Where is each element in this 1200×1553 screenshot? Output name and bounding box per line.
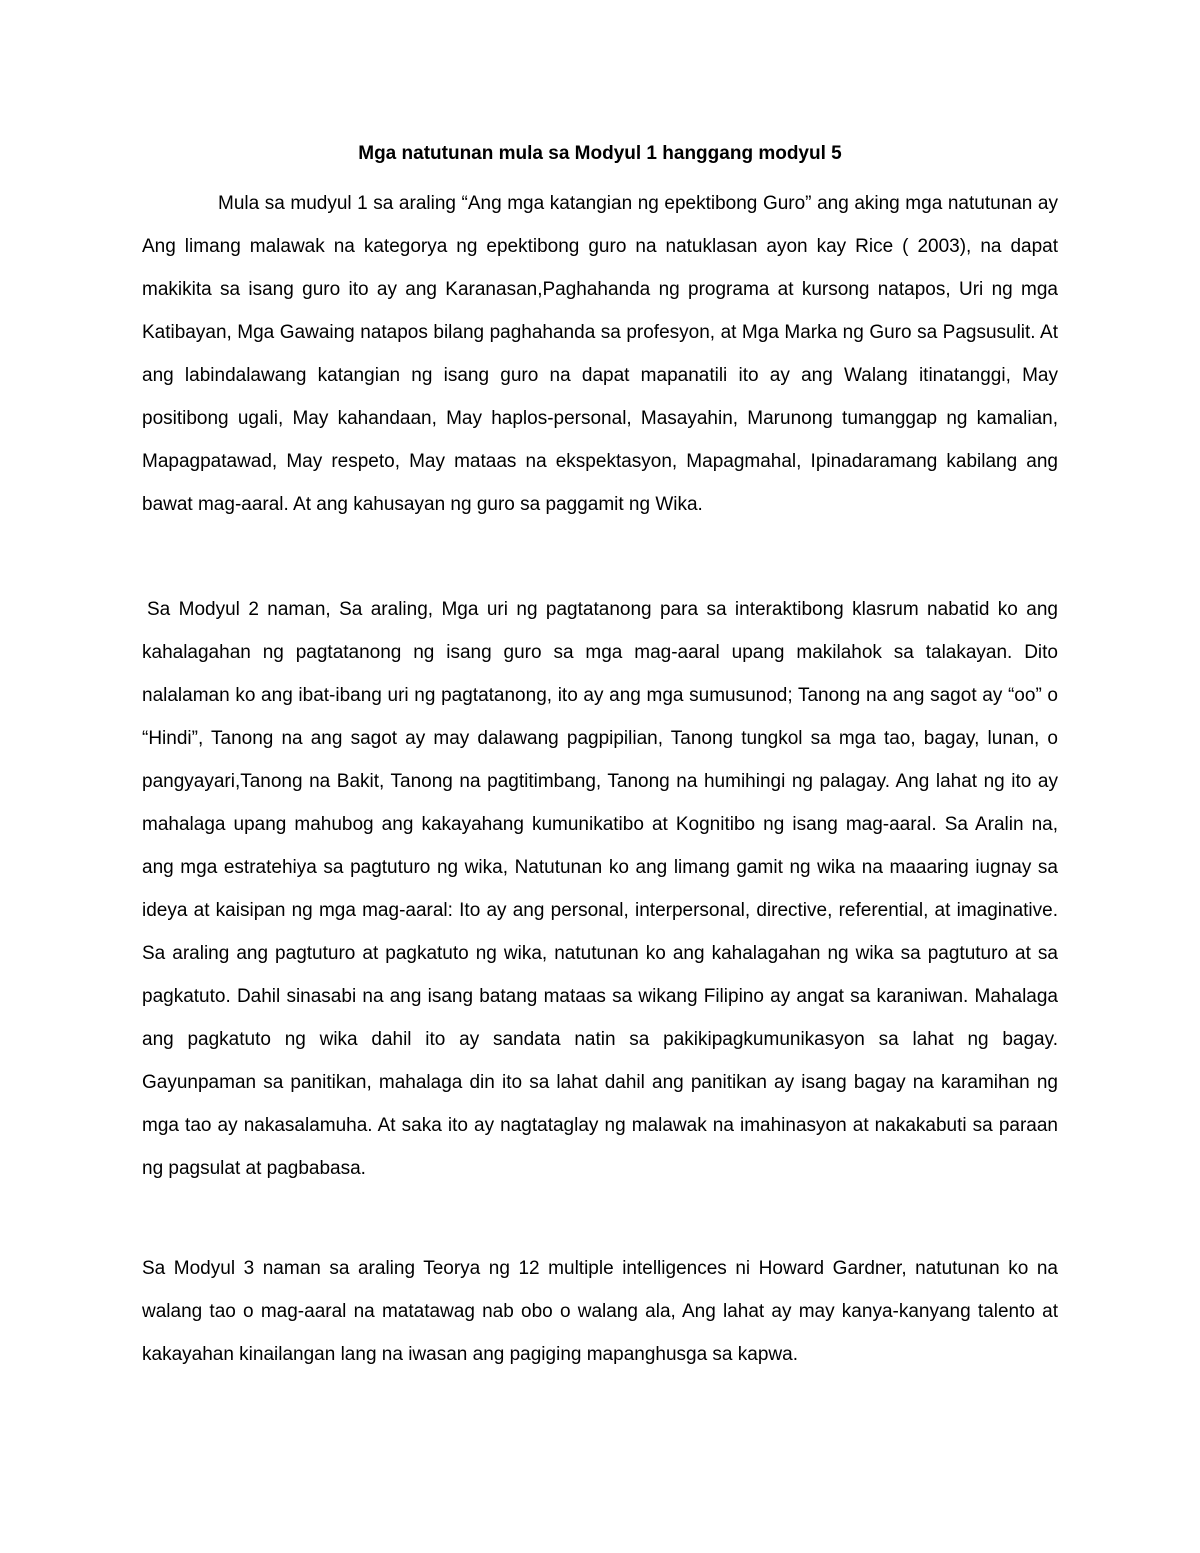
paragraph-modyul-2: Sa Modyul 2 naman, Sa araling, Mga uri ng pagtatanong para sa interaktibong klasrum nabatid ko ang kahalagahan ng pagtatanong ng isang guro sa mga mag-aaral upang makilahok sa talakayan. Dito nalalaman ko ang ibat-ibang uri ng pagtatanong, ito ay ang mga sumusunod; Tanong na ang sagot ay “oo” o “Hindi”, Tanong na ang sagot ay may dalawang pagpipilian, Tanong tungkol sa mga tao, bagay, lunan, o pangyayari,Tanong na Bakit, Tanong na pagtitimbang, Tanong na humihingi ng palagay. Ang lahat ng ito ay mahalaga upang mahubog ang kakayahang kumunikatibo at Kognitibo ng isang mag-aaral. Sa Aralin na, ang mga estratehiya sa pagtuturo ng wika, Natutunan ko ang limang gamit ng wika na maaaring iugnay sa ideya at kaisipan ng mga mag-aaral: Ito ay ang personal, interpersonal, directive, referential, at imaginative. Sa araling ang pagtuturo at pagkatuto ng wika, natutunan ko ang kahalagahan ng wika sa pagtuturo at sa pagkatuto. Dahil sinasabi na ang isang batang mataas sa wikang Filipino ay angat sa karaniwan. Mahalaga ang pagkatuto ng wika dahil ito ay sandata natin sa pakikipagkumunikasyon sa lahat ng bagay. Gayunpaman sa panitikan, mahalaga din ito sa lahat dahil ang panitikan ay isang bagay na karamihan ng mga tao ay nakasalamuha. At saka ito ay nagtataglay ng malawak na imahinasyon at nakakabuti sa paraan ng pagsulat at pagbabasa. <box>142 599 1058 1179</box>
document-title: Mga natutunan mula sa Modyul 1 hanggang modyul 5 <box>358 143 842 164</box>
paragraph-modyul-1: Mula sa mudyul 1 sa araling “Ang mga katangian ng epektibong Guro” ang aking mga natutunan ay Ang limang malawak na kategorya ng epektibong guro na natuklasan ayon kay Rice ( 2003), na dapat makikita sa isang guro ito ay ang Karanasan,Paghahanda ng programa at kursong natapos, Uri ng mga Katibayan, Mga Gawaing natapos bilang paghahanda sa profesyon, at Mga Marka ng Guro sa Pagsusulit. At ang labindalawang katangian ng isang guro na dapat mapanatili ito ay ang Walang itinatanggi, May positibong ugali, May kahandaan, May haplos-personal, Masayahin, Marunong tumanggap ng kamalian, Mapagpatawad, May respeto, May mataas na ekspektasyon, Mapagmahal, Ipinadaramang kabilang ang bawat mag-aaral. At ang kahusayan ng guro sa paggamit ng Wika. <box>142 193 1058 515</box>
paragraph-modyul-3: Sa Modyul 3 naman sa araling Teorya ng 12 multiple intelligences ni Howard Gardner, natutunan ko na walang tao o mag-aaral na matatawag nab obo o walang ala, Ang lahat ay may kanya-kanyang talento at kakayahan kinailangan lang na iwasan ang pagiging mapanghusga sa kapwa. <box>142 1258 1058 1365</box>
